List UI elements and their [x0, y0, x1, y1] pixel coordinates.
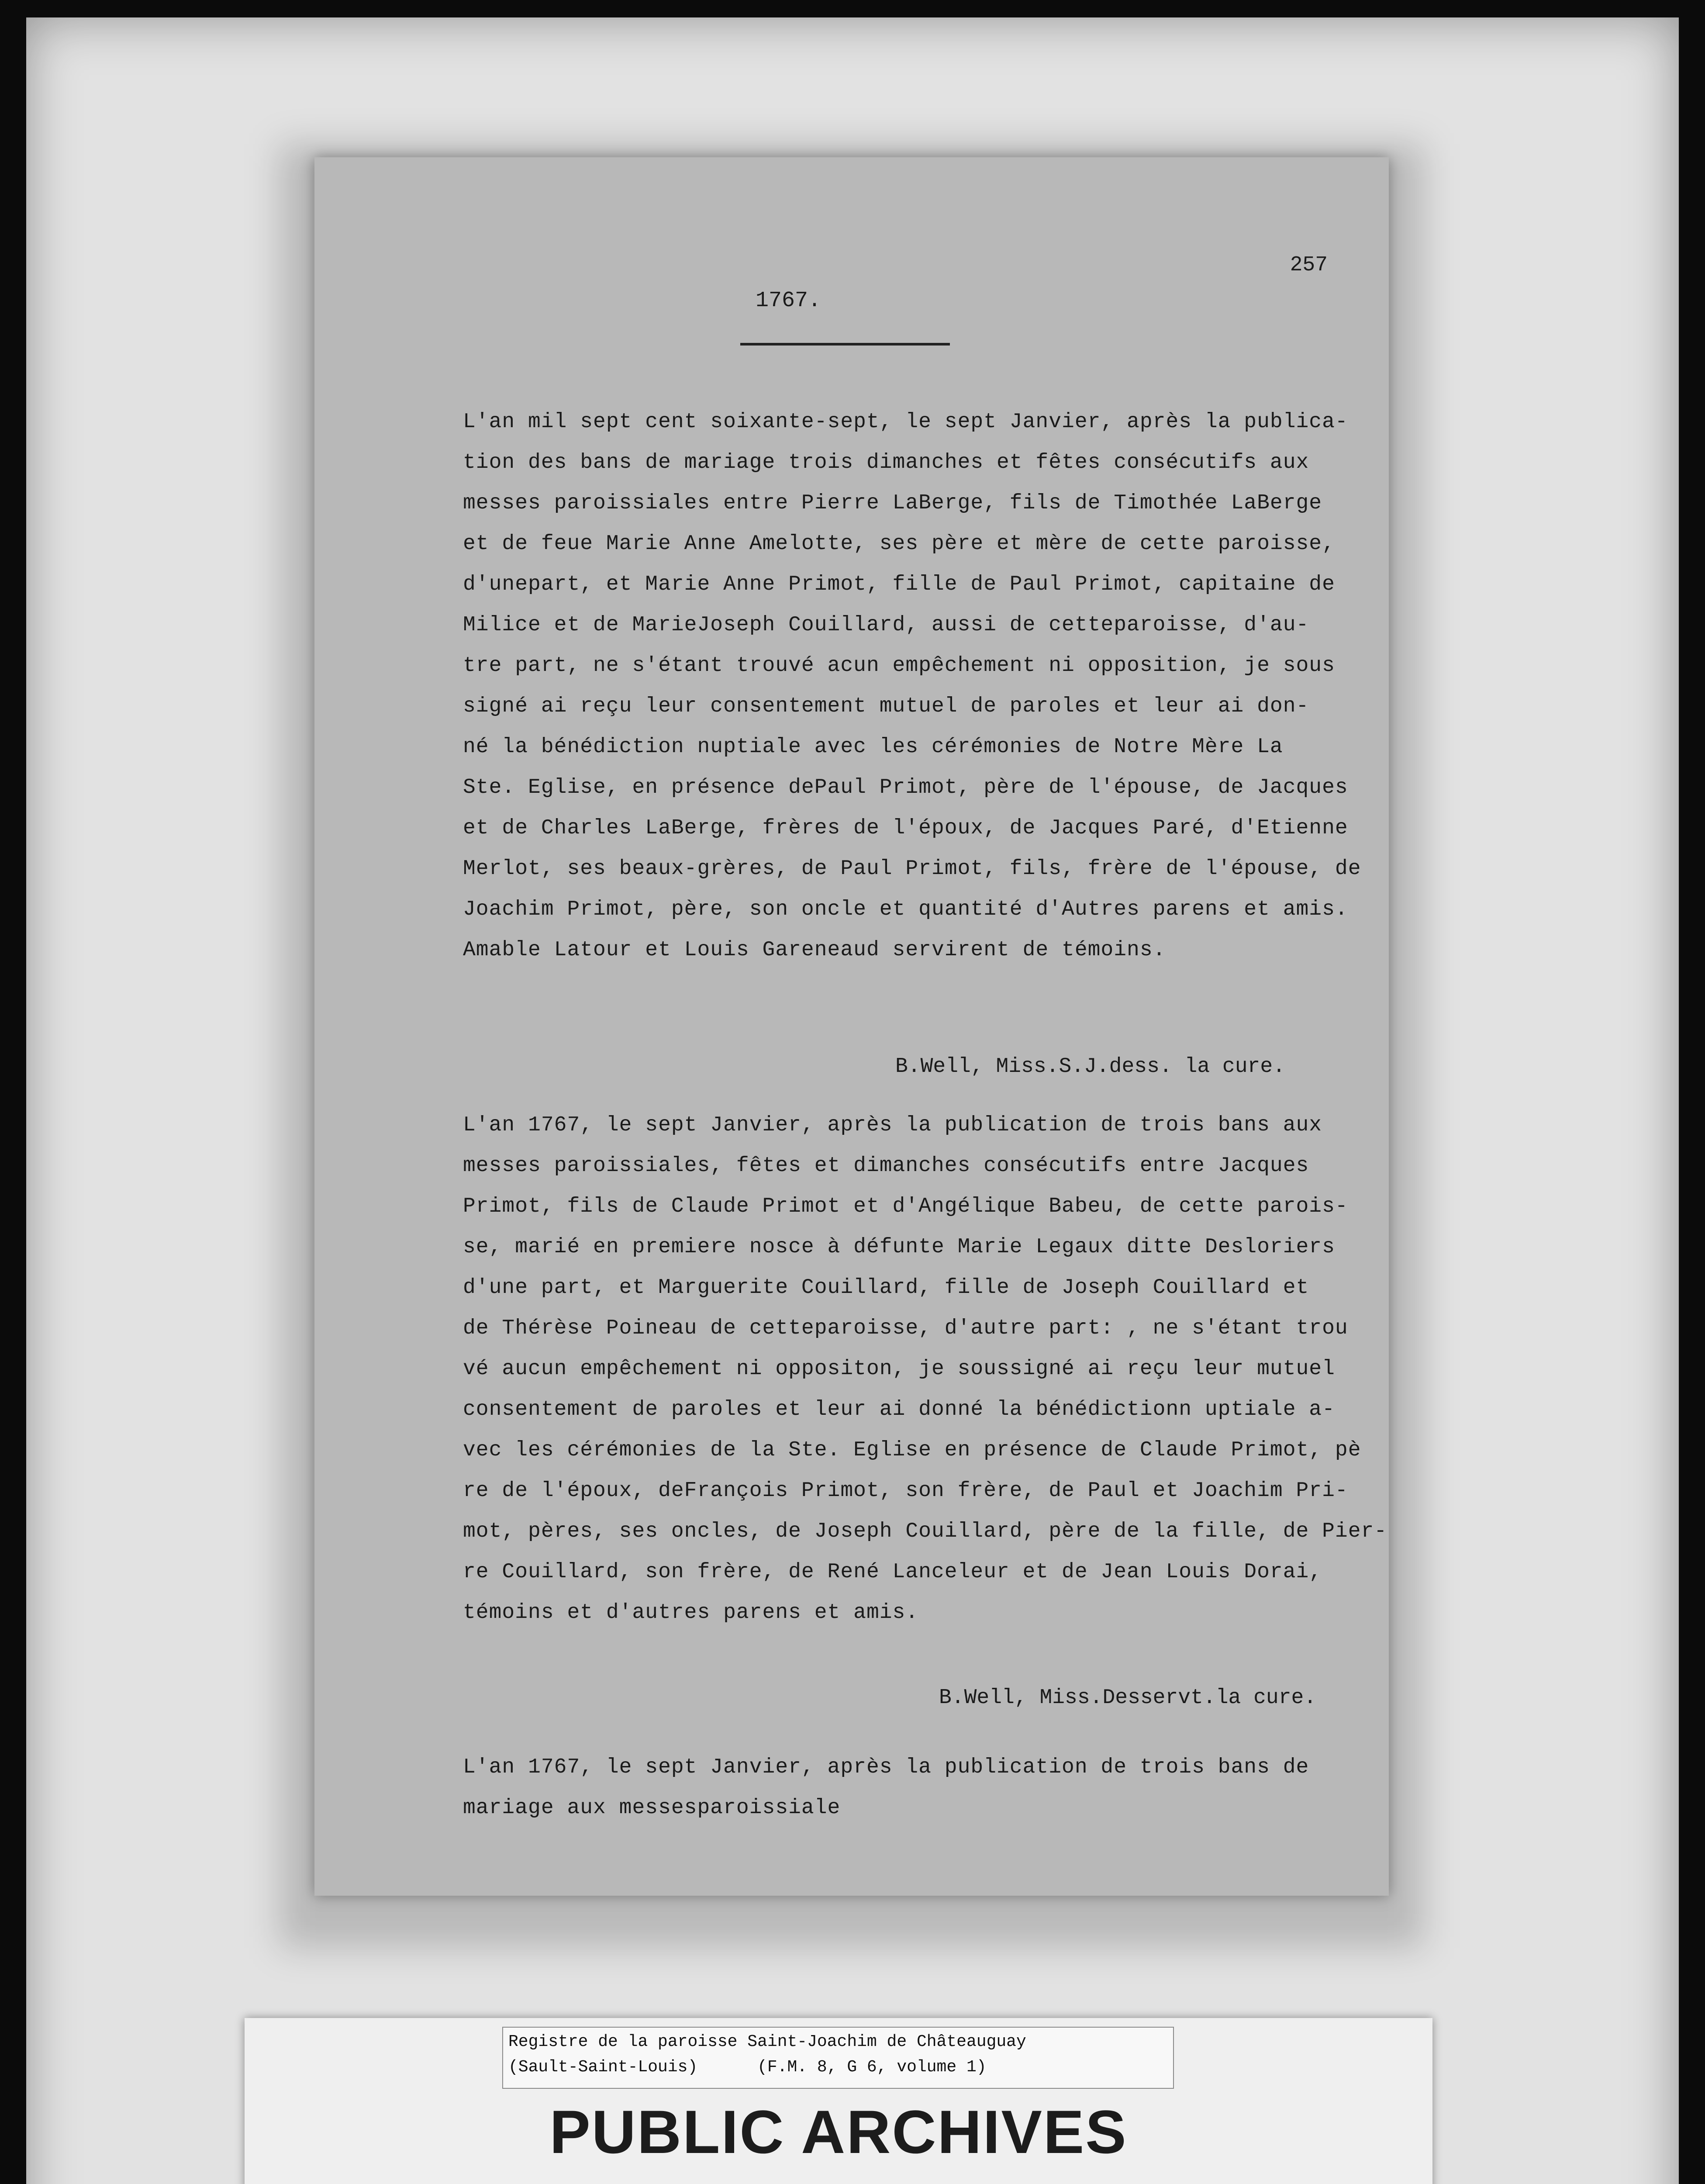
marriage-entry-2	[463, 1105, 1387, 1633]
entry-line: signé ai reçu leur consentement mutuel de paroles et leur ai don-	[463, 695, 1309, 718]
entry-line: messes paroissiales, fêtes et dimanches consécutifs entre Jacques	[463, 1154, 1309, 1178]
entry-line: né la bénédiction nuptiale avec les cérémonies de Notre Mère La	[463, 735, 1283, 759]
entry-line: d'unepart, et Marie Anne Primot, fille de Paul Primot, capitaine de	[463, 573, 1335, 596]
marriage-entry-3	[463, 1747, 1328, 1828]
entry-line: de Thérèse Poineau de cetteparoisse, d'autre part: , ne s'étant trou	[463, 1317, 1348, 1340]
stamp-public-archives: PUBLIC ARCHIVES	[549, 2098, 1128, 2166]
entry-line: témoins et d'autres parens et amis.	[463, 1601, 919, 1624]
heading-underline	[740, 343, 950, 346]
entry-line: Joachim Primot, père, son oncle et quantité d'Autres parens et amis.	[463, 898, 1348, 921]
entry-line: L'an mil sept cent soixante-sept, le sept Janvier, après la publica-	[463, 410, 1348, 434]
entry-line: Primot, fils de Claude Primot et d'Angélique Babeu, de cette parois-	[463, 1195, 1348, 1218]
entry-line: mariage aux messesparoissiale	[463, 1796, 841, 1820]
entry-line: tre part, ne s'étant trouvé acun empêchement ni opposition, je sous	[463, 654, 1335, 677]
entry-line: se, marié en premiere nosce à défunte Marie Legaux ditte Desloriers	[463, 1235, 1335, 1259]
entry-line: messes paroissiales entre Pierre LaBerge, fils de Timothée LaBerge	[463, 491, 1322, 515]
entry-line: et de Charles LaBerge, frères de l'époux, de Jacques Paré, d'Etienne	[463, 816, 1348, 840]
entry-line: mot, pères, ses oncles, de Joseph Couillard, père de la fille, de Pier-	[463, 1520, 1387, 1543]
entry-line: L'an 1767, le sept Janvier, après la publication de trois bans aux	[463, 1113, 1322, 1137]
catalog-title: Registre de la paroisse Saint-Joachim de Châteauguay	[508, 2032, 1026, 2051]
entry-line: d'une part, et Marguerite Couillard, fille de Joseph Couillard et	[463, 1276, 1309, 1299]
entry-line: Ste. Eglise, en présence dePaul Primot, père de l'épouse, de Jacques	[463, 776, 1348, 799]
marriage-entry-1	[463, 402, 1361, 971]
entry-line: consentement de paroles et leur ai donné la bénédictionn uptiale a-	[463, 1398, 1335, 1421]
entry-line: L'an 1767, le sept Janvier, après la publication de trois bans de	[463, 1755, 1309, 1779]
entry-line: Milice et de MarieJoseph Couillard, aussi de cetteparoisse, d'au-	[463, 613, 1309, 637]
register-page	[314, 157, 1389, 1896]
page-number: 257	[1290, 253, 1328, 277]
entry-line: Amable Latour et Louis Gareneaud servirent de témoins.	[463, 938, 1166, 962]
year-heading: 1767.	[756, 288, 821, 313]
entry-line: re Couillard, son frère, de René Lanceleur et de Jean Louis Dorai,	[463, 1560, 1322, 1584]
entry-line: Merlot, ses beaux-grères, de Paul Primot, fils, frère de l'épouse, de	[463, 857, 1361, 881]
entry-line: vec les cérémonies de la Ste. Eglise en présence de Claude Primot, pè	[463, 1438, 1361, 1462]
signature-1: B.Well, Miss.S.J.dess. la cure.	[895, 1055, 1285, 1078]
signature-2: B.Well, Miss.Desservt.la cure.	[939, 1686, 1317, 1710]
entry-line: re de l'époux, deFrançois Primot, son frère, de Paul et Joachim Pri-	[463, 1479, 1348, 1503]
entry-line: et de feue Marie Anne Amelotte, ses père et mère de cette paroisse,	[463, 532, 1335, 556]
catalog-strip	[502, 2027, 1174, 2089]
entry-line: tion des bans de mariage trois dimanches et fêtes consécutifs aux	[463, 451, 1309, 474]
catalog-reference: (Sault-Saint-Louis) (F.M. 8, G 6, volume 1)	[508, 2058, 987, 2077]
entry-line: vé aucun empêchement ni oppositon, je soussigné ai reçu leur mutuel	[463, 1357, 1335, 1381]
